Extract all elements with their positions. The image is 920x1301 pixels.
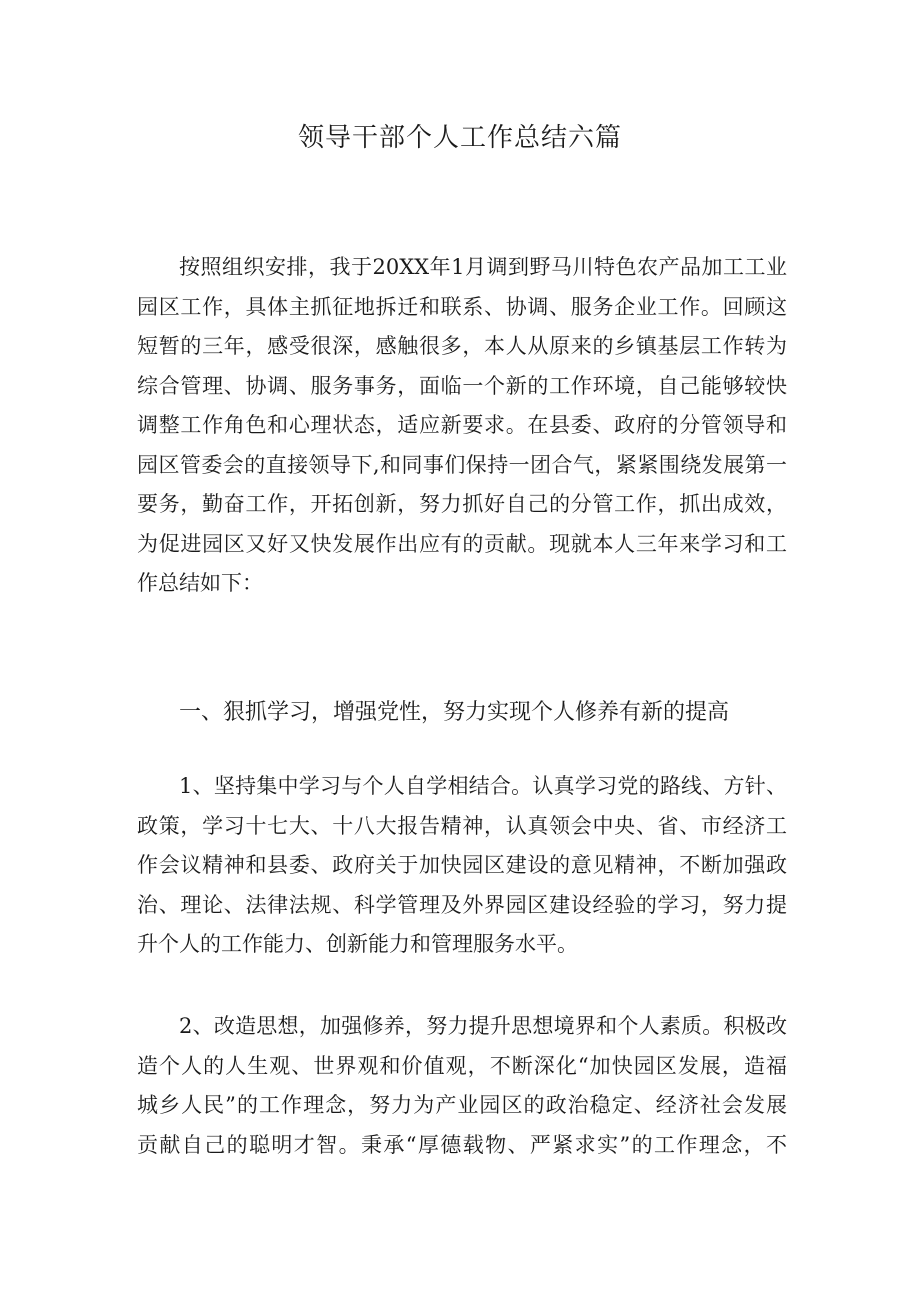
self-improvement-paragraph — [137, 1007, 787, 1165]
paragraph-line: 按照组织安排，我于20XX年1月调到野马川特色农产品加工工业 — [179, 255, 787, 279]
section-heading — [137, 693, 787, 733]
document-title: 领导干部个人工作总结六篇 — [297, 123, 622, 153]
paragraph-line: 园区工作，具体主抓征地拆迁和联系、协调、服务企业工作。回顾这 — [137, 294, 787, 319]
paragraph-line: 作总结如下： — [137, 571, 263, 595]
paragraph-line: 政策，学习十七大、十八大报告精神，认真领会中央、省、市经济工 — [137, 813, 787, 838]
intro-paragraph — [137, 248, 787, 604]
study-paragraph — [137, 767, 787, 965]
paragraph-line: 升个人的工作能力、创新能力和管理服务水平。 — [137, 932, 578, 956]
paragraph-line: 1、坚持集中学习与个人自学相结合。认真学习党的路线、方针、 — [179, 774, 787, 798]
paragraph-line: 要务，勤奋工作，开拓创新，努力抓好自己的分管工作，抓出成效， — [137, 492, 787, 516]
paragraph-line: 造个人的人生观、世界观和价值观，不断深化“加快园区发展，造福 — [137, 1053, 787, 1078]
paragraph-line: 园区管委会的直接领导下,和同事们保持一团合气，紧紧围绕发展第一 — [137, 452, 787, 477]
paragraph-line: 贡献自己的聪明才智。秉承“厚德载物、严紧求实”的工作理念，不 — [137, 1132, 787, 1157]
paragraph-line: 为促进园区又好又快发展作出应有的贡献。现就本人三年来学习和工 — [137, 531, 787, 556]
paragraph-line: 调整工作角色和心理状态，适应新要求。在县委、政府的分管领导和 — [137, 413, 787, 437]
section-heading-text: 一、狠抓学习，增强党性，努力实现个人修养有新的提高 — [179, 700, 730, 725]
paragraph-line: 短暂的三年，感受很深，感触很多，本人从原来的乡镇基层工作转为 — [137, 334, 787, 358]
paragraph-line: 城乡人民”的工作理念，努力为产业园区的政治稳定、经济社会发展 — [137, 1093, 787, 1117]
paragraph-line: 治、理论、法律法规、科学管理及外界园区建设经验的学习，努力提 — [137, 892, 787, 917]
paragraph-line: 2、改造思想，加强修养，努力提升思想境界和个人素质。积极改 — [179, 1014, 787, 1038]
paragraph-line: 作会议精神和县委、政府关于加快园区建设的意见精神，不断加强政 — [137, 853, 787, 877]
paragraph-line: 综合管理、协调、服务事务，面临一个新的工作环境，自己能够较快 — [137, 373, 787, 398]
